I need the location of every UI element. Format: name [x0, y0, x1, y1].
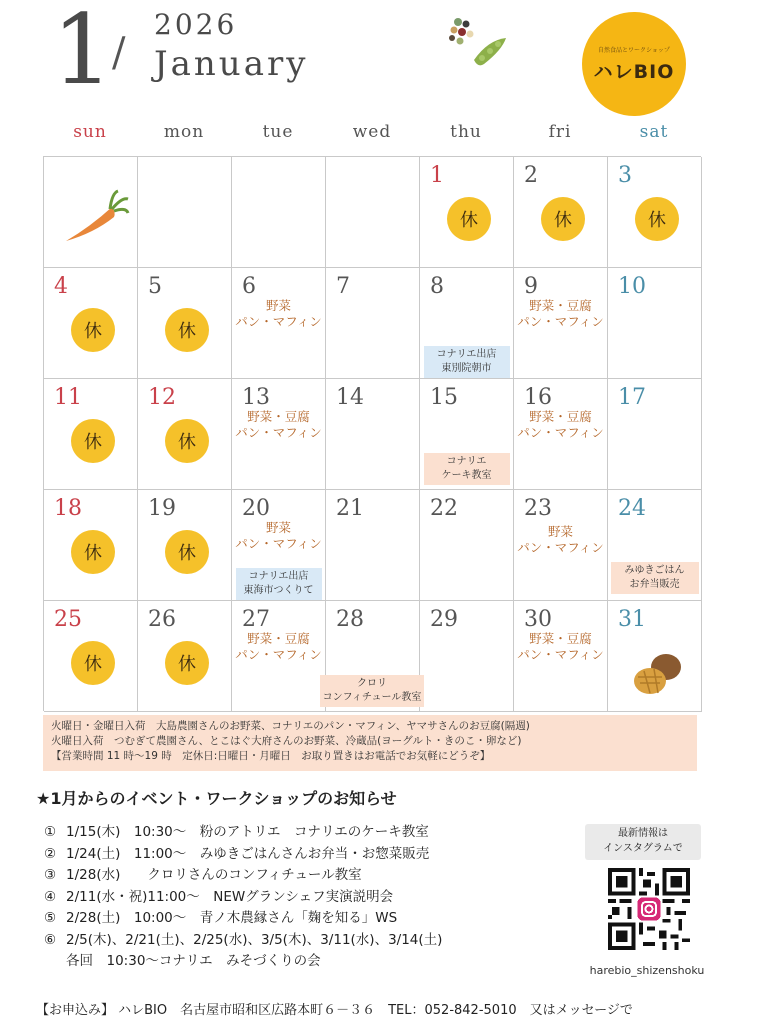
calendar-day-15	[420, 379, 514, 490]
day-number: 9	[524, 274, 538, 299]
harebio-logo	[582, 12, 686, 116]
closed-badge: 休	[635, 197, 679, 241]
delivery-items	[232, 631, 325, 663]
delivery-line: 野菜・豆腐	[247, 409, 310, 424]
event-text: 2/5(木)、2/21(土)、2/25(水)、3/5(木)、3/11(水)、3/14(土)	[66, 931, 443, 948]
event-item	[44, 865, 584, 887]
calendar-cell-empty	[138, 157, 232, 268]
calendar-day-6	[232, 268, 326, 379]
calendar-day-7	[326, 268, 420, 379]
closed-badge: 休	[165, 641, 209, 685]
delivery-line: 野菜	[265, 520, 291, 535]
carrot-illustration	[60, 187, 130, 247]
delivery-line: 野菜・豆腐	[529, 631, 592, 646]
closed-badge: 休	[71, 419, 115, 463]
event-tag-line: お弁当販売	[629, 579, 680, 590]
day-number: 28	[336, 607, 364, 632]
event-tag	[424, 346, 510, 378]
event-item	[44, 930, 584, 952]
info-line: 【営業時間 11 時～19 時 定休日:日曜日・月曜日 お取り置きはお電話でお気軽にどうぞ】	[51, 750, 491, 762]
event-item	[44, 887, 584, 909]
calendar-day-8	[420, 268, 514, 379]
calendar-day-23	[514, 490, 608, 601]
event-tag-line: みゆきごはん	[624, 565, 685, 576]
calendar-day-5	[138, 268, 232, 379]
delivery-items	[514, 409, 607, 441]
day-number: 19	[148, 496, 176, 521]
event-continuation: 各回 10:30～コナリエ みそづくりの会	[66, 953, 321, 969]
delivery-line: 野菜	[547, 524, 573, 539]
calendar-day-16	[514, 379, 608, 490]
event-number: ⑥	[44, 931, 57, 948]
closed-badge: 休	[165, 530, 209, 574]
day-number: 3	[618, 163, 632, 188]
year: 2026	[154, 8, 238, 41]
closed-badge: 休	[541, 197, 585, 241]
event-number: ⑤	[44, 910, 57, 926]
event-tag-line: コナリエ出店	[248, 571, 309, 582]
calendar-day-19	[138, 490, 232, 601]
delivery-line: パン・マフィン	[235, 647, 322, 662]
closed-badge: 休	[165, 419, 209, 463]
events-list	[44, 822, 584, 973]
calendar-day-4	[44, 268, 138, 379]
day-number: 14	[336, 385, 364, 410]
day-number: 5	[148, 274, 162, 299]
day-number: 13	[242, 385, 270, 410]
beans-illustration	[440, 14, 510, 74]
day-number: 26	[148, 607, 176, 632]
day-number: 10	[618, 274, 646, 299]
weekday-sat: sat	[639, 122, 669, 142]
event-tag	[424, 453, 510, 485]
month-name: January	[154, 44, 309, 84]
event-text: 2/11(水・祝)11:00～ NEWグランシェフ実演説明会	[66, 888, 394, 905]
slash: /	[112, 30, 126, 76]
calendar-day-17	[608, 379, 702, 490]
calendar-day-28	[322, 601, 422, 712]
delivery-line: パン・マフィン	[517, 425, 604, 440]
day-number: 31	[618, 607, 646, 632]
weekday-mon: mon	[163, 122, 205, 142]
calendar-cell-empty	[232, 157, 326, 268]
event-number: ②	[44, 845, 57, 862]
calendar-day-25	[44, 601, 138, 712]
event-tag-line: コナリエ出店	[436, 349, 497, 360]
day-number: 6	[242, 274, 256, 299]
weekday-fri: fri	[548, 122, 572, 142]
day-number: 20	[242, 496, 270, 521]
event-text: 1/24(土) 11:00～ みゆきごはんさんお弁当・お惣菜販売	[66, 845, 430, 862]
event-tag	[320, 675, 424, 707]
calendar-cell-empty	[326, 157, 420, 268]
day-number: 17	[618, 385, 646, 410]
delivery-items	[232, 520, 325, 552]
event-tag-line: コナリエ	[446, 456, 487, 467]
instagram-label-line: 最新情報は	[618, 828, 668, 839]
instagram-handle[interactable]: harebio_shizenshoku	[589, 964, 705, 977]
info-line: 火曜日・金曜日入荷 大島農園さんのお野菜、コナリエのパン・マフィン、ヤマサさんのお豆腐(隔週)	[51, 720, 530, 732]
info-line: 火曜日入荷 つむぎて農園さん、とこはぐ大府さんのお野菜、冷蔵品(ヨーグルト・きのこ・卵など)	[51, 735, 522, 747]
event-item	[44, 908, 584, 930]
logo-name: ハレBIO	[593, 60, 675, 83]
delivery-items	[232, 409, 325, 441]
calendar-cell-empty	[44, 157, 138, 268]
calendar-day-20	[232, 490, 326, 601]
day-number: 4	[54, 274, 68, 299]
day-number: 11	[54, 385, 82, 410]
calendar-day-10	[608, 268, 702, 379]
delivery-line: 野菜・豆腐	[529, 298, 592, 313]
delivery-line: 野菜・豆腐	[529, 409, 592, 424]
calendar-day-9	[514, 268, 608, 379]
event-text: 2/28(土) 10:00～ 青ノ木農縁さん「麹を知る」WS	[66, 910, 398, 926]
calendar-day-1	[420, 157, 514, 268]
closed-badge: 休	[71, 308, 115, 352]
day-number: 24	[618, 496, 646, 521]
calendar-day-21	[326, 490, 420, 601]
calendar-day-14	[326, 379, 420, 490]
day-number: 7	[336, 274, 350, 299]
calendar-day-22	[420, 490, 514, 601]
event-tag-line: 東海市つくりて	[243, 585, 314, 596]
day-number: 27	[242, 607, 270, 632]
closed-badge: 休	[71, 641, 115, 685]
event-text: 1/28(水) クロリさんのコンフィチュール教室	[66, 867, 362, 883]
event-item	[44, 822, 584, 844]
closed-badge: 休	[165, 308, 209, 352]
day-number: 23	[524, 496, 552, 521]
calendar-day-12	[138, 379, 232, 490]
weekday-header	[43, 122, 701, 142]
calendar-day-27	[232, 601, 326, 712]
calendar-day-29	[420, 601, 514, 712]
delivery-items	[514, 631, 607, 663]
calendar-day-2	[514, 157, 608, 268]
instagram-label	[585, 824, 701, 860]
day-number: 25	[54, 607, 82, 632]
day-number: 2	[524, 163, 538, 188]
delivery-items	[514, 298, 607, 330]
day-number: 21	[336, 496, 364, 521]
calendar-day-24	[608, 490, 702, 601]
weekday-sun: sun	[73, 122, 107, 142]
event-tag-line: 東別院朝市	[441, 363, 492, 374]
event-text: 1/15(木) 10:30～ 粉のアトリエ コナリエのケーキ教室	[66, 824, 429, 840]
delivery-line: パン・マフィン	[235, 425, 322, 440]
bread-illustration	[628, 649, 688, 699]
delivery-line: 野菜・豆腐	[247, 631, 310, 646]
weekday-tue: tue	[262, 122, 294, 142]
event-item	[44, 844, 584, 866]
calendar-grid	[43, 156, 701, 711]
event-tag-line: ケーキ教室	[441, 470, 492, 481]
closed-badge: 休	[71, 530, 115, 574]
delivery-items	[232, 298, 325, 330]
day-number: 16	[524, 385, 552, 410]
delivery-line: パン・マフィン	[235, 536, 322, 551]
instagram-label-line: インスタグラムで	[603, 843, 683, 854]
calendar-day-18	[44, 490, 138, 601]
closed-badge: 休	[447, 197, 491, 241]
delivery-line: パン・マフィン	[517, 647, 604, 662]
delivery-line: 野菜	[265, 298, 291, 313]
footer-contact: 【お申込み】 ハレBIO 名古屋市昭和区広路本町６－３６ TEL：052-842-5010 又はメッセージで	[36, 1003, 633, 1018]
events-title: ★1月からのイベント・ワークショップのお知らせ	[36, 789, 397, 808]
event-number: ④	[44, 888, 57, 905]
calendar-day-3	[608, 157, 702, 268]
calendar-day-31	[608, 601, 702, 712]
weekday-wed: wed	[352, 122, 392, 142]
delivery-items	[514, 524, 607, 556]
day-number: 22	[430, 496, 458, 521]
day-number: 12	[148, 385, 176, 410]
day-number: 15	[430, 385, 458, 410]
calendar-day-30	[514, 601, 608, 712]
event-tag	[236, 568, 322, 600]
day-number: 1	[430, 163, 444, 188]
day-number: 30	[524, 607, 552, 632]
calendar-day-26	[138, 601, 232, 712]
event-number: ③	[44, 867, 57, 883]
calendar-day-11	[44, 379, 138, 490]
calendar-day-13	[232, 379, 326, 490]
qr-code[interactable]	[608, 868, 690, 950]
logo-subtitle: 自然食品とワークショップ	[598, 46, 670, 54]
day-number: 29	[430, 607, 458, 632]
delivery-line: パン・マフィン	[517, 314, 604, 329]
day-number: 18	[54, 496, 82, 521]
weekday-thu: thu	[450, 122, 482, 142]
weekly-info-box	[43, 715, 697, 771]
event-tag-line: クロリ	[357, 678, 387, 689]
delivery-line: パン・マフィン	[517, 540, 604, 555]
day-number: 8	[430, 274, 444, 299]
event-tag-line: コンフィチュール教室	[322, 692, 422, 703]
month-number: 1	[52, 0, 114, 106]
event-number: ①	[44, 824, 57, 840]
event-tag	[611, 562, 699, 594]
delivery-line: パン・マフィン	[235, 314, 322, 329]
